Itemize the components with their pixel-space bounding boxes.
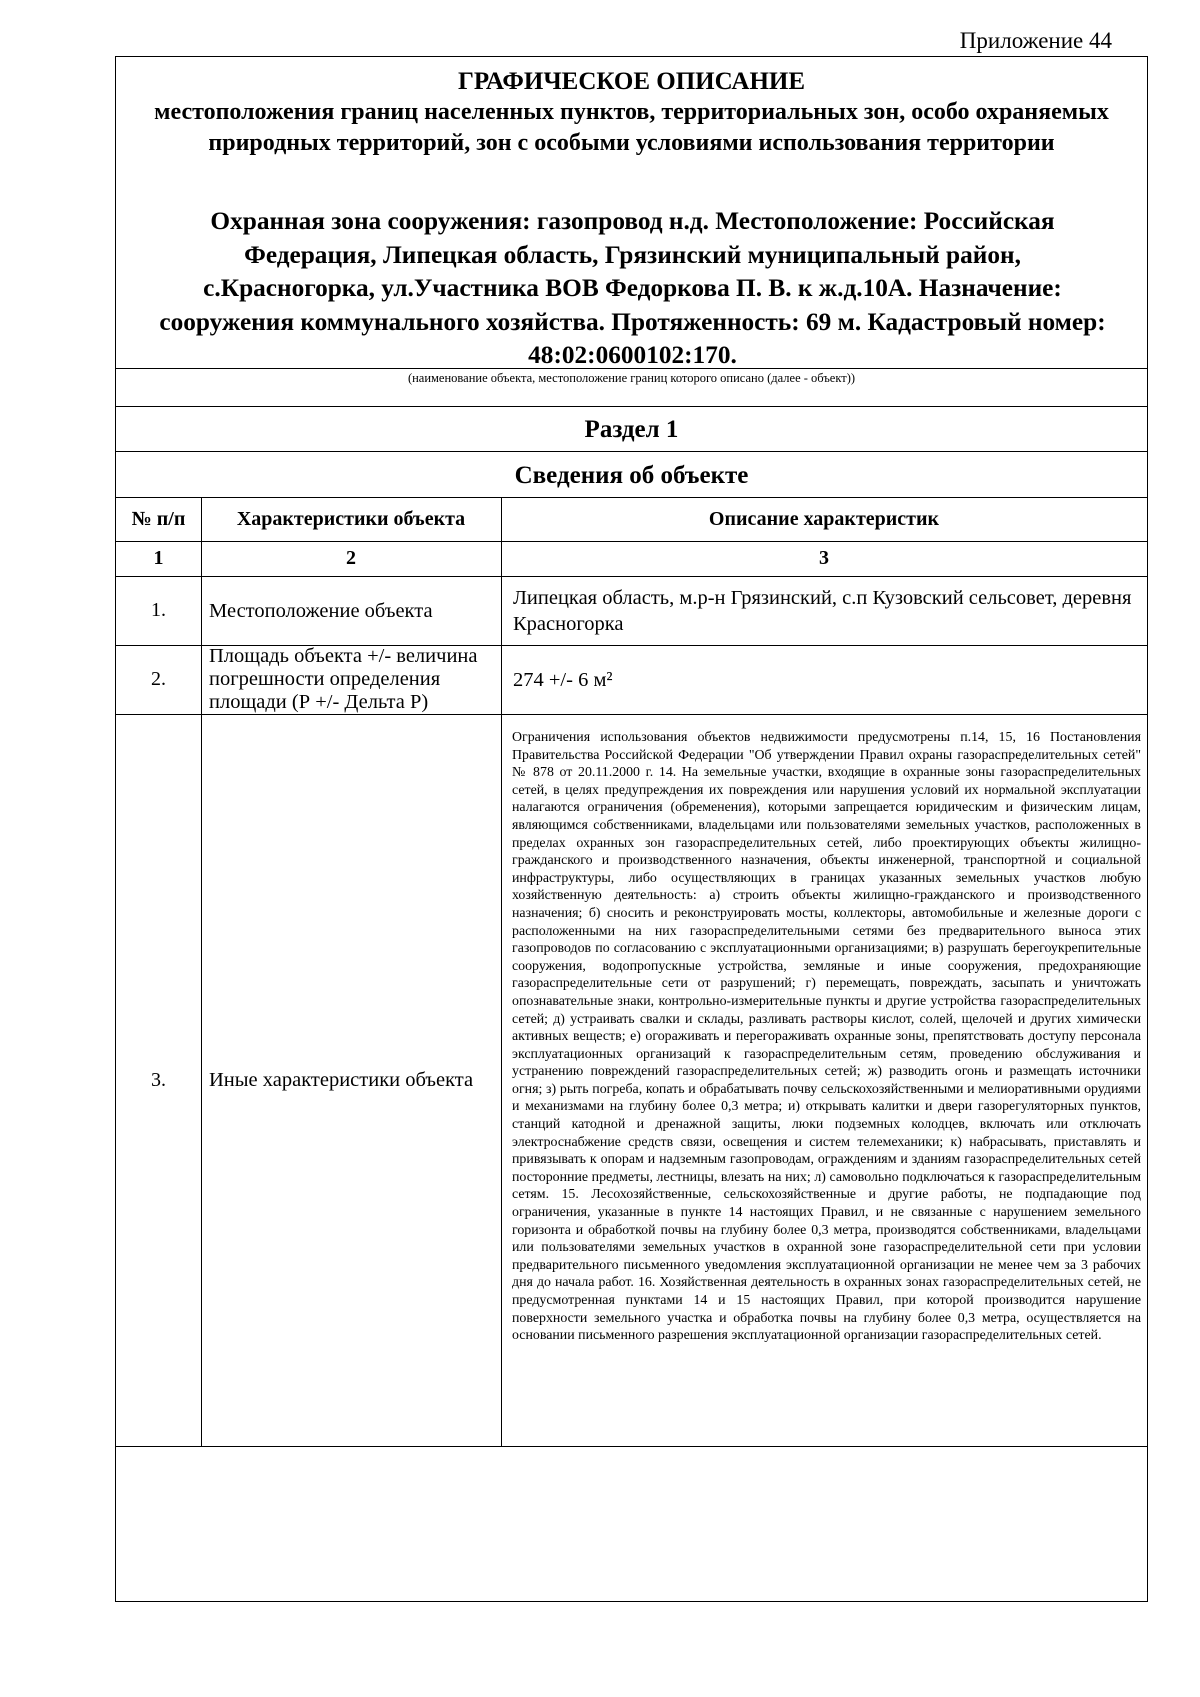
title-block — [116, 67, 1147, 159]
header-characteristic: Характеристики объекта — [236, 507, 466, 530]
row-number: 1. — [151, 599, 166, 621]
row-characteristic: Иные характеристики объекта — [209, 1069, 474, 1091]
document-frame — [115, 56, 1148, 1602]
column-number: 3 — [819, 547, 829, 569]
document-subtitle: местоположения границ населенных пунктов, территориальных зон, особо охраняемых природных территорий, зон с особыми условиями использования территории — [154, 99, 1109, 156]
row-description-long: Ограничения использования объектов недвижимости предусмотрены п.14, 15, 16 Постановления Правительства Российской Федерации "Об утверждении Правил охраны газораспределительных сетей" № 878 от 20.11.2000 г. 14. На земельные участки, входящие в охранные зоны газораспределительных сетей, в целях предупреждения их повреждения или нарушения условий их нормальной эксплуатации налагаются ограничения (обременения), которыми запрещается юридическим и физическим лицам, являющимся собственниками, владельцами или пользователями земельных участков, расположенных в пределах охранных зон газораспределительных сетей, либо проектирующих объекты жилищно-гражданского и производственного назначения, объекты инженерной, транспортной и социальной инфраструктуры, либо осуществляющих в границах указанных земельных участков любую хозяйственную деятельность: а) строить объекты жилищно-гражданского и производственного назначения; б) сносить и реконструировать мосты, коллекторы, автомобильные и железные дороги с расположенными на них газораспределительными сетями без предварительного выноса этих газопроводов по согласованию с эксплуатационными организациями; в) разрушать берегоукрепительные сооружения, водопропускные устройства, земляные и иные сооружения, предохраняющие газораспределительные сети от разрушений; г) перемещать, повреждать, засыпать и уничтожать опознавательные знаки, контрольно-измерительные пункты и другие устройства газораспределительных сетей; д) устраивать свалки и склады, разливать растворы кислот, солей, щелочей и других химически активных веществ; е) огораживать и перегораживать охранные зоны, препятствовать доступу персонала эксплуатационных организаций к газораспределительным сетям, проведению обслуживания и устранению повреждений газораспределительных сетей; ж) разводить огонь и размещать источники огня; з) рыть погреба, копать и обрабатывать почву сельскохозяйственными и мелиоративными орудиями и механизмами на глубину более 0,3 метра; и) открывать калитки и двери газорегуляторных пунктов, станций катодной и дренажной защиты, люки подземных колодцев, включать или отключать электроснабжение средств связи, освещения и систем телемеханики; к) набрасывать, приставлять и привязывать к опорам и надземным газопроводам, ограждениям и зданиям газораспределительных сетей посторонние предметы, лестницы, влезать на них; л) самовольно подключаться к газораспределительным сетям. 15. Лесохозяйственные, сельскохозяйственные и другие работы, не подпадающие под ограничения, указанные в пункте 14 настоящих Правил, и не связанные с нарушением земельного горизонта и обработкой почвы на глубину более 0,3 метра, производятся собственниками, владельцами или пользователями земельных участков в охранной зоне газораспределительной сети при условии предварительного письменного уведомления эксплуатационной организации не менее чем за 3 рабочих дня до начала работ. 16. Хозяйственная деятельность в охранных зонах газораспределительных сетей, не предусмотренная пунктами 14 и 15 настоящих Правил, при которой производится нарушение поверхности земельного участка и обработка почвы на глубину более 0,3 метра, осуществляется на основании письменного разрешения эксплуатационной организации газораспределительных сетей. — [512, 730, 1141, 1344]
row-number: 2. — [151, 668, 166, 690]
appendix-label: Приложение 44 — [959, 28, 1112, 53]
table-bottom-border — [116, 1446, 1147, 1447]
header-number: № п/п — [131, 507, 186, 530]
divider — [116, 368, 1147, 369]
divider — [116, 451, 1147, 452]
header-description: Описание характеристик — [708, 507, 940, 530]
row-characteristic: Местоположение объекта — [209, 599, 433, 622]
section-subtitle: Сведения об объекте — [514, 462, 749, 489]
row-description: Липецкая область, м.р-н Грязинский, с.п Кузовский сельсовет, деревня Красногорка — [513, 586, 1132, 635]
column-number: 2 — [346, 547, 356, 569]
row-number: 3. — [151, 1068, 166, 1091]
document-title: ГРАФИЧЕСКОЕ ОПИСАНИЕ — [457, 68, 806, 95]
row-characteristic: Площадь объекта +/- величина погрешности определения площади (Р +/- Дельта Р) — [209, 645, 478, 713]
section-title: Раздел 1 — [584, 416, 679, 443]
object-description: Охранная зона сооружения: газопровод н.д. Местоположение: Российская Федерация, Липецкая область, Грязинский муниципальный район, с.Красногорка, ул.Участника ВОВ Федоркова П. В. к ж.д.10А. Назначение: сооружения коммунального хозяйства. Протяженность: 69 м. Кадастровый номер: 48:02:0600102:170. — [159, 207, 1106, 369]
object-caption: (наименование объекта, местоположение границ которого описано (далее - объект)) — [407, 371, 856, 385]
row-description: 274 +/- 6 м² — [513, 668, 613, 691]
column-number: 1 — [153, 547, 164, 569]
divider — [116, 406, 1147, 407]
